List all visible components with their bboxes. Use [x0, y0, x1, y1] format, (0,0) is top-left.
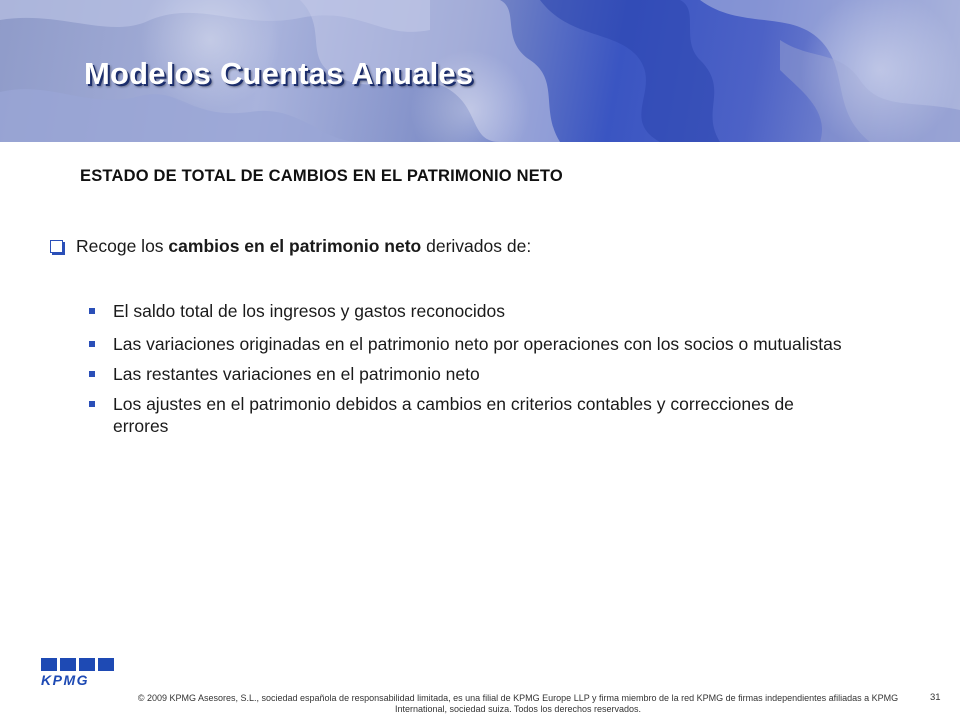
logo-text: KPMG — [41, 672, 89, 688]
page-number: 31 — [930, 692, 941, 703]
logo-box — [60, 658, 76, 671]
logo-box — [41, 658, 57, 671]
logo-boxes — [41, 658, 115, 671]
list-item-text: Las restantes variaciones en el patrimonio neto — [113, 364, 480, 384]
square-bullet-icon — [89, 401, 95, 407]
list-item — [89, 393, 849, 437]
square-bullet-icon — [89, 308, 95, 314]
list-item — [89, 363, 849, 385]
list-item-text: El saldo total de los ingresos y gastos reconocidos — [113, 301, 506, 321]
lead-emphasis: cambios en el patrimonio neto — [168, 236, 422, 256]
square-bullet-icon — [89, 341, 95, 347]
header-banner — [0, 0, 960, 142]
square-bullet-icon — [89, 371, 95, 377]
copyright-notice: © 2009 KPMG Asesores, S.L., sociedad española de responsabilidad limitada, es una filial de KPMG Europe LLP y firma miembro de la red KPMG de firmas independientes afiliadas a KPMG International, sociedad suiza. Todos los derechos reservados. — [137, 693, 899, 714]
lead-prefix: Recoge los — [76, 236, 169, 256]
list-item — [89, 333, 849, 355]
logo-box — [98, 658, 114, 671]
list-item-text: Los ajustes en el patrimonio debidos a cambios en criterios contables y correcciones de errores — [113, 394, 794, 436]
section-heading: ESTADO DE TOTAL DE CAMBIOS EN EL PATRIMONIO NETO — [80, 167, 563, 185]
logo-box — [79, 658, 95, 671]
lead-suffix: derivados de: — [421, 236, 532, 256]
lead-text — [76, 236, 531, 257]
list-item-text: Las variaciones originadas en el patrimonio neto por operaciones con los socios o mutualistas — [113, 334, 842, 354]
checkbox-icon — [50, 240, 63, 253]
bullet-list — [89, 300, 849, 445]
kpmg-logo — [41, 658, 115, 688]
list-item — [89, 300, 849, 322]
lead-paragraph — [50, 236, 910, 257]
slide-title: Modelos Cuentas Anuales — [84, 56, 474, 91]
